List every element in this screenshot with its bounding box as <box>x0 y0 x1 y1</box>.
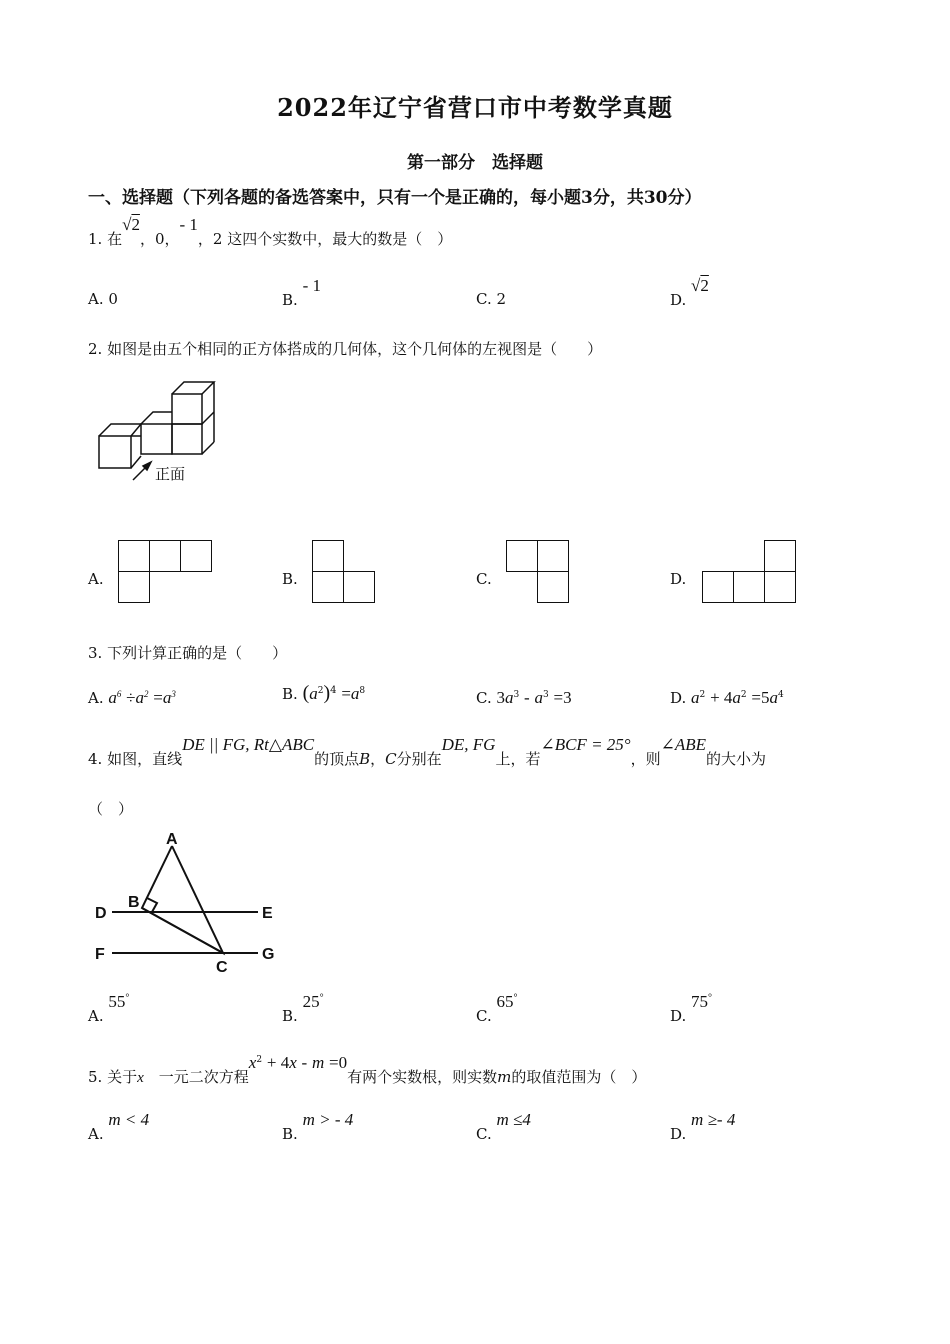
q4-option-b[interactable]: B. 25° <box>282 992 324 1025</box>
cube-solid-figure <box>95 378 225 488</box>
q5-option-a[interactable]: A. m < 4 <box>88 1110 150 1143</box>
q2-option-c[interactable]: C. <box>476 570 492 588</box>
neg1-expr: - 1 <box>179 215 198 234</box>
label-f: F <box>95 946 105 963</box>
label-c: C <box>216 959 228 976</box>
q2-option-c-figure[interactable] <box>506 540 570 604</box>
q2-option-a-figure[interactable] <box>118 540 213 604</box>
q4-option-a[interactable]: A. 55° <box>88 992 130 1025</box>
expr-de-fg: DE, FG <box>441 735 496 754</box>
page-title: 2022年辽宁省营口市中考数学真题 <box>277 93 673 122</box>
q2-option-b-figure[interactable] <box>312 540 376 604</box>
expr-angle-abe: ∠ABE <box>660 735 707 754</box>
sqrt2-expr: √2 <box>122 215 140 234</box>
q3-option-d[interactable]: D. $a^2 + 4a^2 =5a^4$ <box>670 688 784 707</box>
q5-option-b[interactable]: B. m > - 4 <box>282 1110 354 1143</box>
quadratic-equation: $x^2 + 4x - m =0$ <box>248 1053 348 1072</box>
q5-option-c[interactable]: C. m ≤4 <box>476 1110 531 1143</box>
label-d: D <box>95 905 107 922</box>
expr-angle-bcf: ∠BCF = 25° <box>540 735 631 754</box>
label-g: G <box>262 946 275 963</box>
question-5: 5. 关于x 一元二次方程$x^2 + 4x - m =0$有两个实数根，则实数m的取值范围为（ ） <box>88 1053 647 1086</box>
question-1: 1. 在√2，0，- 1，2 这四个实数中，最大的数是（ ） <box>88 215 453 248</box>
section-heading: 一、选择题（下列各题的备选答案中，只有一个是正确的，每小题3分，共30分） <box>88 188 702 208</box>
q3-option-c[interactable]: C. $3a^3 - a^3 =3$ <box>476 688 572 707</box>
question-4: 4. 如图，直线DE || FG, Rt△ABC的顶点B，C分别在DE, FG上，若∠BCF = 25°，则∠ABE的大小为 <box>88 735 767 768</box>
front-label: 正面 <box>155 466 186 483</box>
q4-option-d[interactable]: D. 75° <box>670 992 713 1025</box>
q2-option-d-figure[interactable] <box>702 540 797 604</box>
q3-option-b[interactable]: B. $(a^2)^4 =a^8$ <box>282 682 366 704</box>
q3-option-a[interactable]: A. $a^6 \div a^2 =a^3$ <box>88 688 176 707</box>
q2-option-b[interactable]: B. <box>282 570 298 588</box>
q2-option-a[interactable]: A. <box>88 570 104 588</box>
q1-option-c[interactable]: C. 2 <box>476 290 507 308</box>
q1-option-d[interactable]: D. √2 <box>670 276 709 309</box>
question-2: 2. 如图是由五个相同的正方体搭成的几何体，这个几何体的左视图是（ ） <box>88 340 603 358</box>
q1-option-b[interactable]: B. - 1 <box>282 276 321 309</box>
q1-option-a[interactable]: A. 0 <box>88 290 118 308</box>
q4-option-c[interactable]: C. 65° <box>476 992 518 1025</box>
expr-de-fg-abc: DE || FG, Rt△ABC <box>182 735 315 754</box>
label-e: E <box>262 905 273 922</box>
question-3: 3. 下列计算正确的是（ ） <box>88 644 288 662</box>
question-4-paren: （ ） <box>88 800 134 818</box>
q2-option-d[interactable]: D. <box>670 570 687 588</box>
parallel-lines-triangle-figure <box>90 832 290 977</box>
label-b: B <box>128 894 140 911</box>
part-heading: 第一部分 选择题 <box>407 153 543 173</box>
q5-option-d[interactable]: D. m ≥- 4 <box>670 1110 736 1143</box>
label-a: A <box>166 832 178 848</box>
